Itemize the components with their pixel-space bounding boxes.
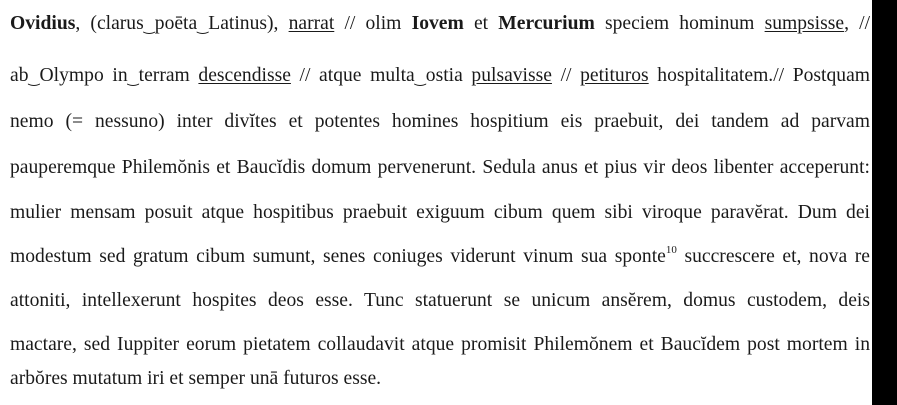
underlined-verb-descendisse: descendisse xyxy=(198,65,291,86)
text-line-8: mactare, sed Iuppiter eorum pietatem collaudavit atque promisit Philemŏnem et Baucĭdem post mortem in xyxy=(10,334,870,355)
liaison-mark: ‿ xyxy=(414,71,426,86)
underlined-verb-sumpsisse: sumpsisse xyxy=(764,13,845,34)
text-line-3: nemo (= nessuno) inter divĭtes et potentes homines hospitium eis praebuit, dei tandem ad parvam xyxy=(10,111,870,132)
name-iovem: Iovem xyxy=(411,13,464,34)
liaison-mark: ‿ xyxy=(197,19,209,34)
underlined-verb-narrat: narrat xyxy=(288,13,335,34)
text-line-7: attoniti, intellexerunt hospites deos esse. Tunc statuerunt se unicum ansĕrem, domus custodem, deis xyxy=(10,290,870,311)
footnote-marker: 10 xyxy=(665,244,677,256)
text-line-2: ab‿Olympo in‿terram descendisse // atque multa‿ostia pulsavisse // petituros hospitalitatem.// Postquam xyxy=(10,65,871,86)
text-line-4: pauperemque Philemŏnis et Baucĭdis domum pervenerunt. Sedula anus et pius vir deos libenter acceperunt: xyxy=(10,157,870,178)
underlined-verb-petituros: petituros xyxy=(580,65,649,86)
text-line-9: arbŏres mutatum iri et semper unā futuros esse. xyxy=(10,368,382,389)
name-mercurium: Mercurium xyxy=(498,13,595,34)
name-ovidius: Ovidius xyxy=(10,13,76,34)
text-line-6: modestum sed gratum cibum sumunt, senes coniuges viderunt vinum sua sponte$^{10}$ succrescere et, nova re xyxy=(10,244,870,267)
liaison-mark: ‿ xyxy=(127,71,139,86)
window-edge-bar xyxy=(872,0,897,405)
text-line-1: Ovidius, (clarus‿poēta‿Latinus), narrat // olim Iovem et Mercurium speciem hominum sumpsisse, // xyxy=(10,13,871,34)
text-line-5: mulier mensam posuit atque hospitibus praebuit exiguum cibum quem sibi viroque paravĕrat. Dum dei xyxy=(10,202,870,223)
liaison-mark: ‿ xyxy=(28,71,40,86)
underlined-verb-pulsavisse: pulsavisse xyxy=(471,65,552,86)
liaison-mark: ‿ xyxy=(143,19,155,34)
